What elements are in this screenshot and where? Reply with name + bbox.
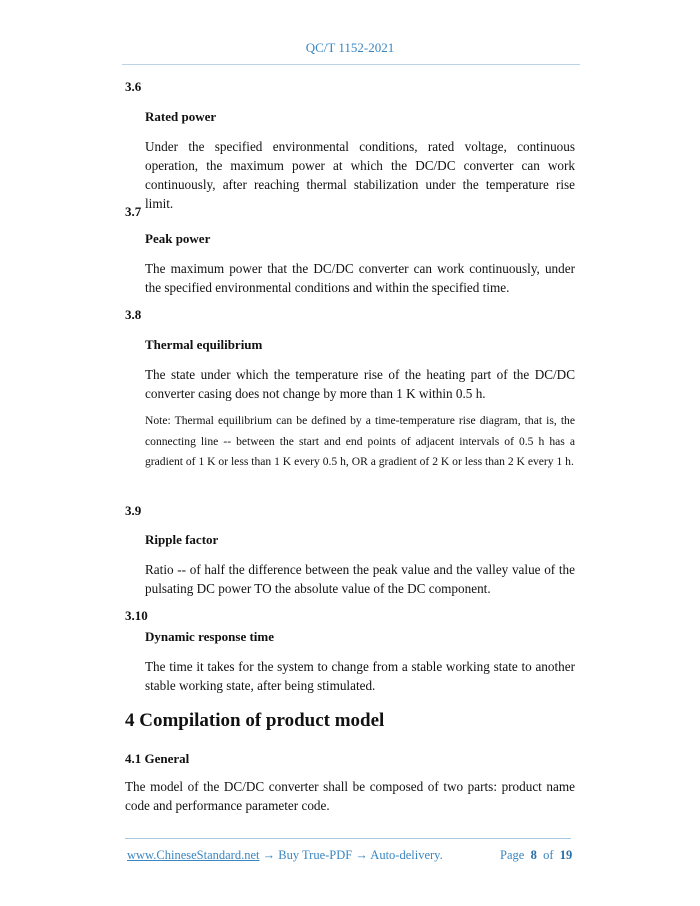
section-term: Ripple factor bbox=[145, 532, 219, 547]
website-link[interactable]: www.ChineseStandard.net bbox=[127, 848, 260, 862]
section-term: Rated power bbox=[145, 109, 217, 124]
chapter-text: The model of the DC/DC converter shall be composed of two parts: product name code and performance parameter code. bbox=[125, 779, 575, 813]
section-number: 3.8 bbox=[125, 307, 142, 322]
footer-promo: → Buy True-PDF → Auto-delivery. bbox=[259, 848, 443, 862]
section-note: Note: Thermal equilibrium can be defined by a time-temperature rise diagram, that is, the connecting line -- between the start and end points of adjacent intervals of 0.5 h has a gradient of 1 K or less than 1 K every 0.5 h, OR a gradient of 2 K or less than 2 K every 1 h. bbox=[145, 414, 575, 468]
section-term: Peak power bbox=[145, 231, 211, 246]
page-number: 8 bbox=[530, 848, 537, 862]
subsection-title: 4.1 General bbox=[125, 751, 190, 766]
section-number: 3.6 bbox=[125, 79, 142, 94]
page-total: 19 bbox=[559, 848, 573, 862]
footer-divider bbox=[125, 838, 571, 839]
section-number: 3.7 bbox=[125, 204, 142, 219]
section-number: 3.10 bbox=[125, 608, 148, 623]
chapter-title: 4 Compilation of product model bbox=[125, 710, 385, 731]
section-text: The state under which the temperature rise of the heating part of the DC/DC converter casing does not change by more than 1 K within 0.5 h. bbox=[145, 367, 575, 401]
page-indicator bbox=[500, 848, 572, 863]
footer-left bbox=[127, 848, 443, 863]
section-text: Ratio -- of half the difference between the peak value and the valley value of the pulsating DC power TO the absolute value of the DC component. bbox=[145, 562, 575, 596]
section-term: Dynamic response time bbox=[145, 629, 275, 644]
section-text: Under the specified environmental conditions, rated voltage, continuous operation, the maximum power at which the DC/DC converter can work continuously, after reaching thermal stabilization under the temperature rise limit. bbox=[145, 139, 575, 211]
of-label: of bbox=[543, 848, 554, 862]
header-doc-id: QC/T 1152-2021 bbox=[305, 40, 395, 55]
section-number: 3.9 bbox=[125, 503, 142, 518]
section-text: The time it takes for the system to change from a stable working state to another stable working state, after being stimulated. bbox=[145, 659, 575, 693]
page-label: Page bbox=[500, 848, 525, 862]
header-divider bbox=[122, 64, 580, 65]
section-text: The maximum power that the DC/DC converter can work continuously, under the specified environmental conditions and within the specified time. bbox=[145, 261, 575, 295]
section-term: Thermal equilibrium bbox=[145, 337, 263, 352]
